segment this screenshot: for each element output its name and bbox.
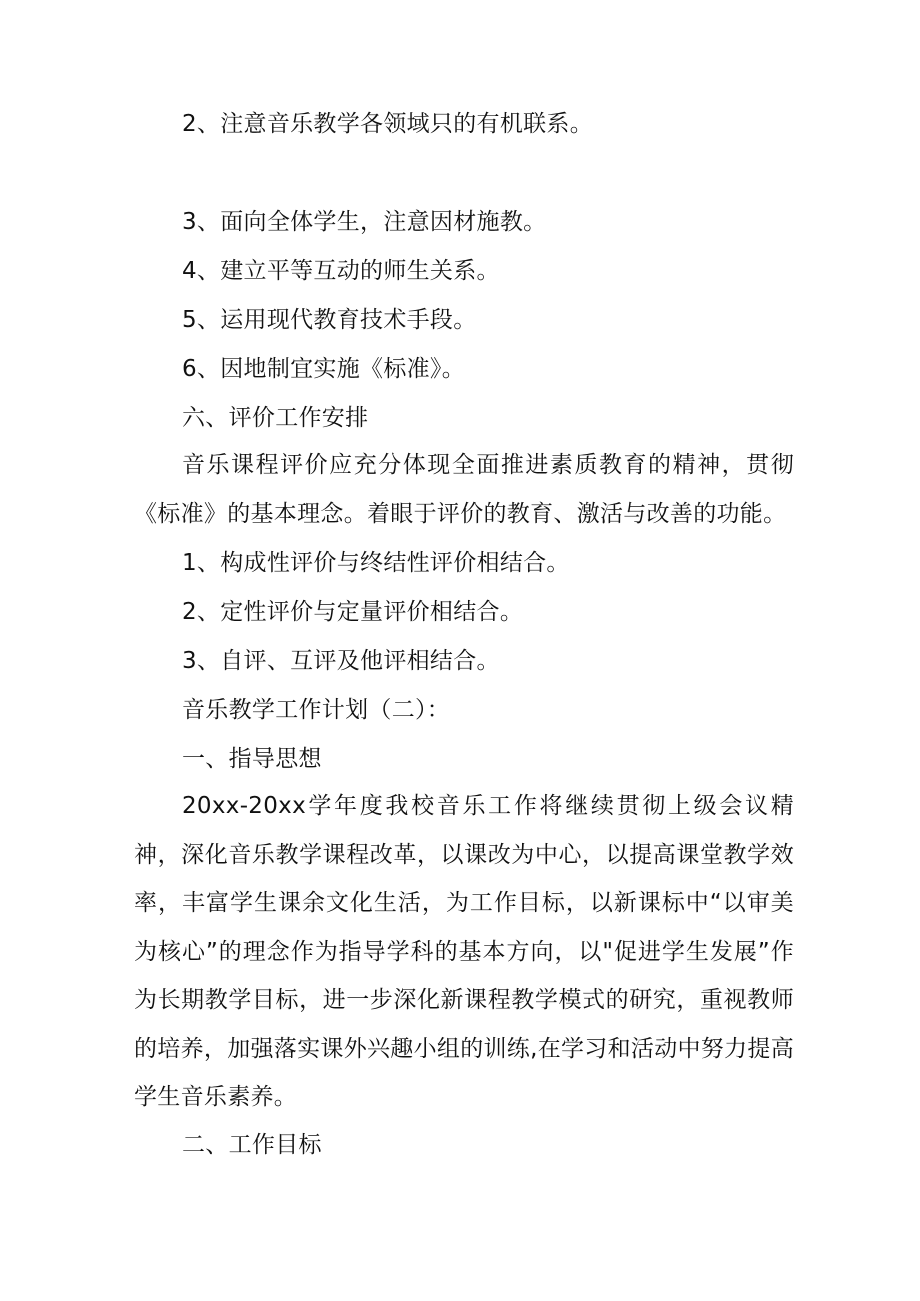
eval-item-3: 3、自评、互评及他评相结合。 xyxy=(182,648,500,674)
paragraph-evaluation: 音乐课程评价应充分体现全面推进素质教育的精神，贯彻《标准》的基本理念。着眼于评价的教育、激活与改善的功能。 xyxy=(134,452,794,527)
list-item-5: 5、运用现代教育技术手段。 xyxy=(182,307,477,333)
list-item-3: 3、面向全体学生，注意因材施教。 xyxy=(182,209,547,235)
section-heading-evaluation: 六、评价工作安排 xyxy=(182,405,369,431)
eval-item-2: 2、定性评价与定量评价相结合。 xyxy=(182,599,524,625)
section-heading-guiding: 一、指导思想 xyxy=(182,746,322,772)
paragraph-guiding: 20xx-20xx学年度我校音乐工作将继续贯彻上级会议精神，深化音乐教学课程改革，以课改为中心，以提高课堂教学效率，丰富学生课余文化生活，为工作目标，以新课标中“以审美为核心”的理念作为指导学科的基本方向，以"促进学生发展”作为长期教学目标，进一步深化新课程教学模式的研究，重视教师的培养，加强落实课外兴趣小组的训练,在学习和活动中努力提高学生音乐素养。 xyxy=(134,793,795,1110)
list-item-4: 4、建立平等互动的师生关系。 xyxy=(182,258,500,284)
list-item-6: 6、因地制宜实施《标准》。 xyxy=(182,356,466,382)
eval-item-1: 1、构成性评价与终结性评价相结合。 xyxy=(182,550,570,576)
plan-title: 音乐教学工作计划（二）： xyxy=(182,697,451,723)
section-heading-goals: 二、工作目标 xyxy=(182,1132,322,1158)
list-item-2: 2、注意音乐教学各领域只的有机联系。 xyxy=(182,111,594,137)
